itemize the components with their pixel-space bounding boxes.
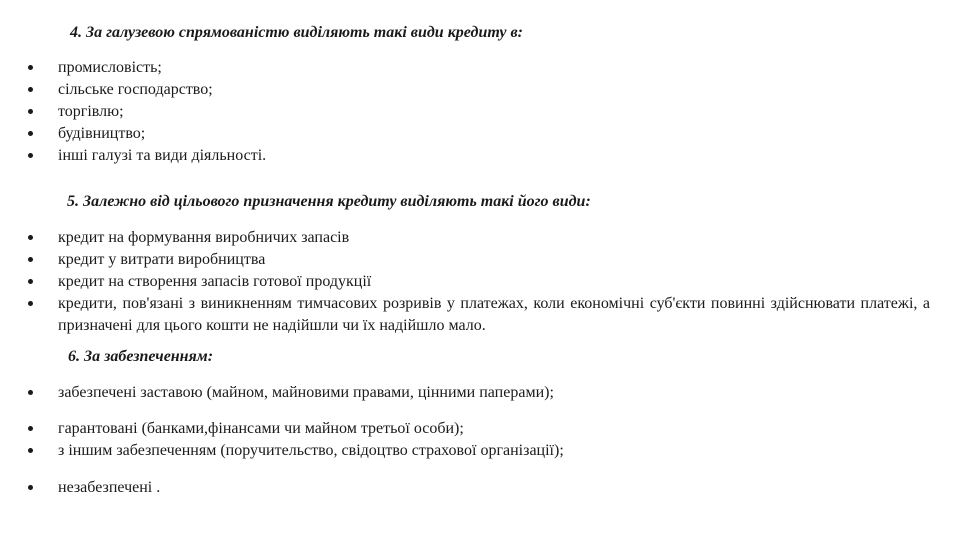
bullet-icon [28, 448, 33, 453]
list-item-text: промисловість; [58, 59, 162, 76]
list-item-text: будівництво; [58, 125, 146, 142]
bullet-icon [28, 131, 33, 136]
list-item-text: кредит на формування виробничих запасів [58, 229, 350, 246]
bullet-icon [28, 485, 33, 490]
list-item [28, 293, 930, 337]
section-6-list-a [28, 382, 554, 404]
list-item [28, 418, 564, 440]
bullet-icon [28, 65, 33, 70]
list-item-text: кредити, пов'язані з виникненням тимчасових розривів у платежах, коли економічні суб'єкти повинні здійснювати платежі, а призначені для цього кошти не надійшли чи їх надійшло мало. [58, 295, 930, 334]
bullet-icon [28, 153, 33, 158]
bullet-icon [28, 390, 33, 395]
section-6-heading: 6. За забезпеченням: [68, 348, 214, 365]
bullet-icon [28, 109, 33, 114]
list-item [28, 101, 266, 123]
list-item-text: торгівлю; [58, 103, 124, 120]
bullet-icon [28, 257, 33, 262]
list-item-text: сільське господарство; [58, 81, 213, 98]
list-item [28, 249, 930, 271]
section-5-list [28, 227, 930, 337]
section-6-list-c [28, 477, 160, 499]
section-4-list [28, 57, 266, 167]
list-item [28, 382, 554, 404]
list-item [28, 57, 266, 79]
list-item [28, 227, 930, 249]
list-item-text: інші галузі та види діяльності. [58, 147, 267, 164]
list-item-text: незабезпечені . [58, 479, 161, 496]
list-item-text: забезпечені заставою (майном, майновими правами, цінними паперами); [58, 384, 554, 401]
list-item [28, 79, 266, 101]
list-item [28, 145, 266, 167]
bullet-icon [28, 301, 33, 306]
list-item-text: з іншим забезпеченням (поручительство, свідоцтво страхової організації); [58, 442, 564, 459]
list-item-text: кредит у витрати виробництва [58, 251, 266, 268]
section-4-heading: 4. За галузевою спрямованістю виділяють такі види кредиту в: [70, 24, 523, 41]
bullet-icon [28, 235, 33, 240]
bullet-icon [28, 426, 33, 431]
list-item [28, 123, 266, 145]
list-item [28, 271, 930, 293]
section-6-list-b [28, 418, 564, 462]
bullet-icon [28, 87, 33, 92]
list-item-text: кредит на створення запасів готової продукції [58, 273, 372, 290]
list-item-text: гарантовані (банками,фінансами чи майном третьої особи); [58, 420, 464, 437]
bullet-icon [28, 279, 33, 284]
list-item [28, 440, 564, 462]
list-item [28, 477, 160, 499]
section-5-heading: 5. Залежно від цільового призначення кредиту виділяють такі його види: [67, 193, 591, 210]
